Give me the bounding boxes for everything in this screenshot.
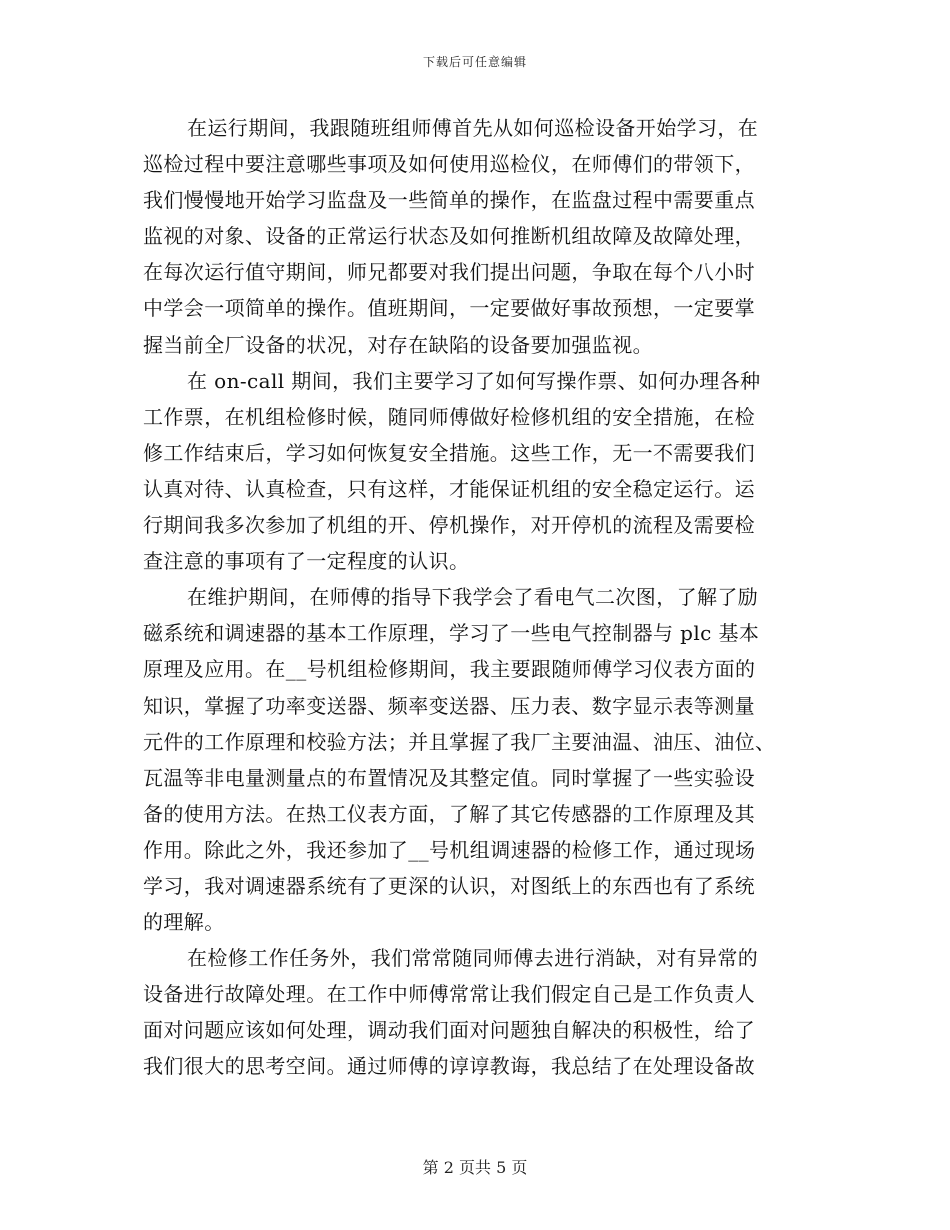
paragraph-line: 在检修工作任务外，我们常常随同师傅去进行消缺，对有异常的 — [187, 946, 759, 971]
paragraph-line: 的理解。 — [143, 910, 225, 935]
paragraph-line: 磁系统和调速器的基本工作原理，学习了一些电气控制器与 plc 基本 — [143, 621, 760, 646]
paragraph-defect-elimination — [143, 940, 803, 1084]
paragraph-line: 查注意的事项有了一定程度的认识。 — [143, 549, 470, 574]
paragraph-line: 行期间我多次参加了机组的开、停机操作，对开停机的流程及需要检 — [143, 513, 755, 538]
paragraph-line: 元件的工作原理和校验方法；并且掌握了我厂主要油温、油压、油位、 — [143, 729, 776, 754]
paragraph-on-call — [143, 363, 803, 580]
paragraph-line: 设备进行故障处理。在工作中师傅常常让我们假定自己是工作负责人 — [143, 982, 755, 1007]
paragraph-line: 认真对待、认真检查，只有这样，才能保证机组的安全稳定运行。运 — [143, 476, 755, 501]
paragraph-line: 学习，我对调速器系统有了更深的认识，对图纸上的东西也有了系统 — [143, 873, 755, 898]
paragraph-operation — [143, 110, 803, 363]
paragraph-line: 在每次运行值守期间，师兄都要对我们提出问题，争取在每个八小时 — [143, 260, 755, 285]
document-body — [143, 110, 803, 1085]
paragraph-line: 作用。除此之外，我还参加了__号机组调速器的检修工作，通过现场 — [143, 837, 756, 862]
page-header: 下载后可任意编辑 — [422, 55, 527, 69]
paragraph-line: 在运行期间，我跟随班组师傅首先从如何巡检设备开始学习，在 — [187, 116, 759, 140]
paragraph-line: 我们慢慢地开始学习监盘及一些简单的操作，在监盘过程中需要重点 — [143, 188, 755, 213]
page-number: 第 2 页共 5 页 — [422, 1158, 528, 1177]
paragraph-line: 在维护期间，在师傅的指导下我学会了看电气二次图，了解了励 — [187, 585, 759, 610]
paragraph-line: 面对问题应该如何处理，调动我们面对问题独自解决的积极性，给了 — [143, 1018, 755, 1043]
paragraph-line: 巡检过程中要注意哪些事项及如何使用巡检仪，在师傅们的带领下， — [143, 152, 755, 177]
paragraph-line: 修工作结束后，学习如何恢复安全措施。这些工作，无一不需要我们 — [143, 440, 755, 465]
paragraph-line: 瓦温等非电量测量点的布置情况及其整定值。同时掌握了一些实验设 — [143, 765, 755, 790]
paragraph-line: 中学会一项简单的操作。值班期间，一定要做好事故预想，一定要掌 — [143, 296, 755, 321]
paragraph-line: 原理及应用。在__号机组检修期间，我主要跟随师傅学习仪表方面的 — [143, 657, 756, 682]
paragraph-line: 知识，掌握了功率变送器、频率变送器、压力表、数字显示表等测量 — [143, 693, 755, 718]
paragraph-line: 监视的对象、设备的正常运行状态及如何推断机组故障及故障处理， — [143, 224, 755, 249]
paragraph-line: 备的使用方法。在热工仪表方面，了解了其它传感器的工作原理及其 — [143, 801, 755, 826]
paragraph-line: 在 on-call 期间，我们主要学习了如何写操作票、如何办理各种 — [187, 368, 761, 393]
paragraph-maintenance — [143, 579, 803, 940]
paragraph-line: 工作票，在机组检修时候，随同师傅做好检修机组的安全措施，在检 — [143, 404, 755, 429]
paragraph-line: 我们很大的思考空间。通过师傅的谆谆教诲，我总结了在处理设备故 — [143, 1054, 755, 1079]
paragraph-line: 握当前全厂设备的状况，对存在缺陷的设备要加强监视。 — [143, 332, 653, 357]
